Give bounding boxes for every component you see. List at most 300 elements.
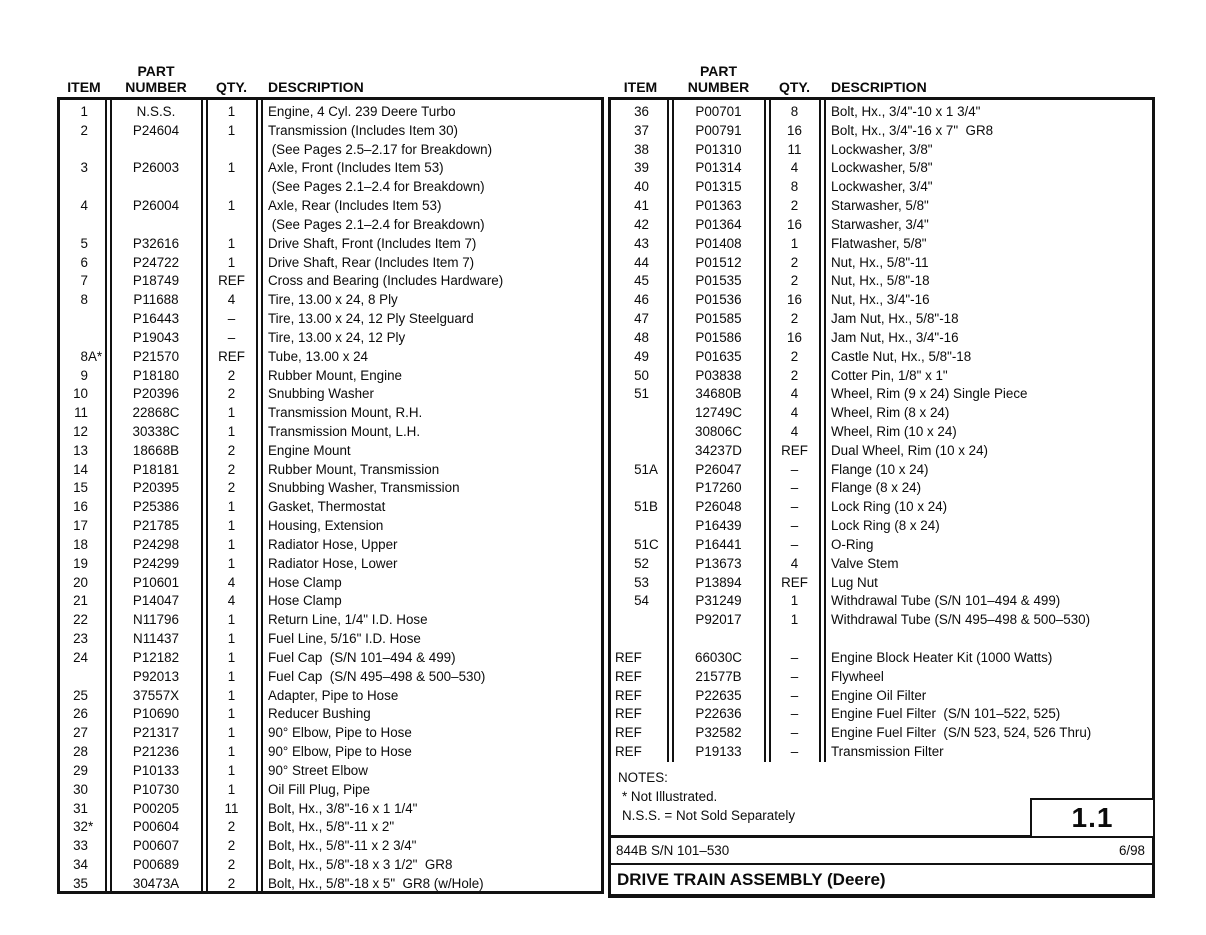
table-row (60, 648, 601, 667)
qty-cell: 4 (790, 555, 799, 571)
description-cell: Starwasher, 3/4" (831, 216, 929, 232)
part-number-cell: P26003 (132, 160, 180, 176)
item-number: 16 (73, 499, 88, 515)
item-cell (60, 556, 108, 571)
item-cell (60, 273, 108, 288)
table-row (60, 290, 601, 309)
qty-cell: 16 (787, 216, 802, 232)
qty-cell: 8 (790, 179, 799, 195)
description-cell: Nut, Hx., 3/4"-16 (831, 292, 930, 308)
description-cell: Engine Mount (268, 442, 351, 458)
table-row (60, 629, 601, 648)
part-number-cell: P17260 (695, 480, 742, 496)
part-number-cell: P32582 (695, 725, 742, 741)
description-cell: Axle, Rear (Includes Item 53) (268, 198, 442, 214)
description-cell: Lock Ring (10 x 24) (831, 499, 948, 515)
table-row (60, 592, 601, 611)
item-number: 40 (634, 179, 649, 195)
table-row (611, 441, 1152, 460)
item-cell (60, 349, 108, 364)
part-number-cell: P21317 (132, 725, 180, 741)
table-row (611, 121, 1152, 140)
description-cell: Withdrawal Tube (S/N 101–494 & 499) (831, 593, 1061, 609)
qty-cell: – (790, 668, 799, 684)
item-cell (611, 160, 670, 175)
item-number: 51 (634, 386, 649, 402)
table-row (60, 366, 601, 385)
description-cell: (See Pages 2.5–2.17 for Breakdown) (268, 141, 493, 157)
part-number-cell: P25386 (132, 499, 180, 515)
part-number-cell: 21577B (695, 668, 742, 684)
table-row (60, 723, 601, 742)
item-number: 51 (634, 536, 649, 552)
table-row (60, 196, 601, 215)
description-cell: Tube, 13.00 x 24 (268, 348, 369, 364)
table-row (611, 667, 1152, 686)
description-cell: Withdrawal Tube (S/N 495–498 & 500–530) (831, 612, 1091, 628)
table-row (611, 535, 1152, 554)
part-number-cell: 18668B (132, 442, 180, 458)
part-number-cell: P24604 (132, 122, 180, 138)
part-number-cell: P26004 (132, 198, 180, 214)
item-number: 42 (634, 216, 649, 232)
left-table-rows (60, 102, 601, 893)
qty-cell: – (790, 480, 799, 496)
description-cell: Bolt, Hx., 3/4"-16 x 7" GR8 (831, 122, 994, 138)
qty-cell: 1 (227, 649, 236, 665)
qty-cell: REF (218, 273, 245, 289)
item-cell (60, 537, 108, 552)
item-number: 2 (80, 122, 88, 138)
description-cell: (See Pages 2.1–2.4 for Breakdown) (268, 216, 485, 232)
item-cell (60, 838, 108, 853)
qty-cell: 1 (227, 518, 236, 534)
item-number: 15 (73, 480, 88, 496)
qty-cell: 4 (227, 292, 236, 308)
part-number-cell: P19133 (695, 744, 742, 760)
item-cell (611, 386, 670, 401)
table-row (611, 384, 1152, 403)
part-number-cell: P01586 (695, 329, 742, 345)
item-cell (611, 142, 670, 157)
description-cell: Jam Nut, Hx., 5/8"-18 (831, 311, 959, 327)
qty-cell: 1 (227, 631, 236, 647)
qty-cell: 2 (227, 480, 236, 496)
description-cell: Castle Nut, Hx., 5/8"-18 (831, 348, 972, 364)
item-suffix: * (88, 819, 94, 835)
item-number: 43 (634, 235, 649, 251)
qty-cell: 4 (790, 405, 799, 421)
note-nss: N.S.S. = Not Sold Separately (622, 808, 796, 823)
item-number: 23 (73, 631, 88, 647)
table-row (60, 780, 601, 799)
table-row (60, 140, 601, 159)
part-number-cell: P01310 (695, 141, 742, 157)
qty-cell: – (227, 311, 236, 327)
item-column-header: ITEM (623, 79, 658, 95)
item-number: 31 (73, 800, 88, 816)
table-row (60, 855, 601, 874)
table-row (611, 102, 1152, 121)
qty-cell: 4 (227, 574, 236, 590)
description-cell: Transmission Mount, R.H. (268, 405, 423, 421)
part-number-cell: P32616 (132, 235, 180, 251)
part-number-cell: P16439 (695, 518, 742, 534)
description-cell: 90° Elbow, Pipe to Hose (268, 744, 412, 760)
item-cell (60, 876, 108, 891)
qty-cell: 16 (787, 292, 802, 308)
item-cell (60, 443, 108, 458)
notes-block (618, 768, 795, 825)
table-row (611, 196, 1152, 215)
table-row (60, 309, 601, 328)
item-cell (611, 349, 670, 364)
description-cell: Nut, Hx., 5/8"-11 (831, 254, 929, 270)
left-parts-table (57, 97, 604, 894)
item-number: 50 (634, 367, 649, 383)
item-cell (60, 706, 108, 721)
part-number-cell: P10730 (132, 781, 180, 797)
item-cell (60, 480, 108, 495)
left-table-header (57, 58, 604, 95)
qty-cell: – (790, 499, 799, 515)
qty-cell: 1 (227, 668, 236, 684)
qty-cell: 4 (790, 160, 799, 176)
item-cell (611, 104, 670, 119)
item-number: 19 (73, 555, 88, 571)
item-number: 1 (80, 103, 88, 119)
part-number-column-header: PART NUMBER (687, 63, 750, 95)
part-number-cell: P00205 (132, 800, 180, 816)
part-number-cell: P24299 (132, 555, 180, 571)
table-row (60, 705, 601, 724)
part-number-cell: P18181 (132, 461, 180, 477)
item-cell (611, 217, 670, 232)
item-number: 4 (80, 198, 88, 214)
part-number-cell: 34237D (695, 442, 742, 458)
part-number-cell: P21570 (132, 348, 180, 364)
item-number: 9 (80, 367, 88, 383)
part-number-cell: P01535 (695, 273, 742, 289)
description-cell: Fuel Cap (S/N 101–494 & 499) (268, 649, 456, 665)
item-cell (60, 292, 108, 307)
table-row (611, 497, 1152, 516)
item-number: 21 (73, 593, 88, 609)
qty-cell: 1 (227, 555, 236, 571)
qty-cell: 1 (790, 593, 799, 609)
description-cell: Reducer Bushing (268, 706, 371, 722)
item-number: 47 (634, 311, 649, 327)
part-number-cell: 34680B (695, 386, 742, 402)
item-cell (60, 801, 108, 816)
item-cell (611, 556, 670, 571)
item-cell (611, 688, 670, 703)
description-cell: Tire, 13.00 x 24, 12 Ply Steelguard (268, 311, 474, 327)
qty-cell: 1 (227, 198, 236, 214)
item-cell (611, 123, 670, 138)
qty-cell: REF (781, 442, 808, 458)
item-number: 38 (634, 141, 649, 157)
qty-cell: 2 (790, 311, 799, 327)
qty-cell: 4 (790, 423, 799, 439)
item-column-header: ITEM (67, 79, 101, 95)
description-cell: O-Ring (831, 536, 874, 552)
table-row (611, 629, 1152, 648)
description-cell: Return Line, 1/4" I.D. Hose (268, 612, 428, 628)
description-cell: Rubber Mount, Transmission (268, 461, 440, 477)
description-cell: Wheel, Rim (9 x 24) Single Piece (831, 386, 1028, 402)
qty-cell: 1 (227, 706, 236, 722)
item-cell (60, 650, 108, 665)
qty-cell: 1 (227, 781, 236, 797)
table-row (60, 121, 601, 140)
item-cell (60, 386, 108, 401)
table-row (60, 384, 601, 403)
qty-column-header: QTY. (215, 79, 248, 95)
table-row (611, 573, 1152, 592)
item-cell (60, 593, 108, 608)
table-row (60, 554, 601, 573)
part-number-cell: P01314 (695, 160, 742, 176)
serial-range: 844B S/N 101–530 (616, 843, 730, 858)
qty-cell: 2 (790, 273, 799, 289)
table-row (60, 347, 601, 366)
qty-cell: 2 (227, 819, 236, 835)
item-number: 22 (73, 612, 88, 628)
table-row (60, 761, 601, 780)
description-cell: Engine, 4 Cyl. 239 Deere Turbo (268, 103, 456, 119)
item-number: 17 (73, 518, 88, 534)
table-row (611, 158, 1152, 177)
item-cell (60, 368, 108, 383)
item-number: 53 (634, 574, 649, 590)
table-row (60, 610, 601, 629)
item-cell (60, 198, 108, 213)
part-number-cell: P00689 (132, 857, 180, 873)
table-row (611, 705, 1152, 724)
description-cell: Drive Shaft, Front (Includes Item 7) (268, 235, 477, 251)
table-row (60, 460, 601, 479)
description-column-header: DESCRIPTION (268, 79, 364, 95)
part-number-cell: P18180 (132, 367, 180, 383)
description-cell: Flywheel (831, 668, 884, 684)
qty-cell: 2 (227, 461, 236, 477)
table-row (611, 177, 1152, 196)
qty-cell: – (790, 687, 799, 703)
part-number-cell: P26048 (695, 499, 742, 515)
item-cell (60, 123, 108, 138)
item-number: 54 (634, 593, 649, 609)
table-row (611, 271, 1152, 290)
item-number: 24 (73, 649, 88, 665)
table-row (60, 422, 601, 441)
item-cell (611, 179, 670, 194)
qty-cell: – (790, 461, 799, 477)
table-row (60, 817, 601, 836)
item-cell (60, 462, 108, 477)
item-number: 46 (634, 292, 649, 308)
qty-cell: – (790, 536, 799, 552)
description-cell: Lockwasher, 3/8" (831, 141, 933, 157)
qty-cell: – (790, 725, 799, 741)
item-number: 6 (80, 254, 88, 270)
table-row (611, 253, 1152, 272)
item-number: 37 (634, 122, 649, 138)
table-row (611, 290, 1152, 309)
item-cell (611, 236, 670, 251)
part-number-cell: P20395 (132, 480, 180, 496)
item-number: 49 (634, 348, 649, 364)
table-row (60, 535, 601, 554)
description-cell: Tire, 13.00 x 24, 8 Ply (268, 292, 398, 308)
description-cell: Fuel Cap (S/N 495–498 & 500–530) (268, 668, 486, 684)
table-row (60, 234, 601, 253)
footer-serial-band (608, 838, 1155, 865)
item-ref: REF (615, 687, 642, 703)
item-cell (60, 725, 108, 740)
description-cell: Bolt, Hx., 5/8"-18 x 5" GR8 (w/Hole) (268, 875, 484, 891)
qty-cell: 1 (227, 405, 236, 421)
item-cell (60, 160, 108, 175)
description-cell: Hose Clamp (268, 574, 342, 590)
item-cell (60, 857, 108, 872)
description-cell: 90° Street Elbow (268, 762, 368, 778)
description-cell: Cotter Pin, 1/8" x 1" (831, 367, 948, 383)
item-ref: REF (615, 725, 642, 741)
item-number: 29 (73, 762, 88, 778)
item-cell (611, 650, 670, 665)
table-row (60, 686, 601, 705)
right-parts-table (608, 97, 1155, 838)
item-cell (611, 537, 670, 552)
item-cell (611, 744, 670, 759)
qty-cell: 2 (227, 442, 236, 458)
description-cell: Bolt, Hx., 5/8"-11 x 2 3/4" (268, 838, 417, 854)
item-cell (60, 744, 108, 759)
qty-cell: 2 (790, 348, 799, 364)
part-number-cell: P01363 (695, 198, 742, 214)
table-row (60, 215, 601, 234)
item-cell (60, 763, 108, 778)
qty-cell: 8 (790, 103, 799, 119)
revision-date: 6/98 (1118, 843, 1145, 858)
table-row (611, 723, 1152, 742)
part-number-cell: P00607 (132, 838, 180, 854)
part-number-cell: P10690 (132, 706, 180, 722)
item-number: 51 (634, 499, 649, 515)
description-cell: Engine Oil Filter (831, 687, 927, 703)
item-suffix: A* (88, 348, 103, 364)
description-cell: Wheel, Rim (10 x 24) (831, 423, 957, 439)
part-number-cell: P31249 (695, 593, 742, 609)
part-number-cell: P00791 (695, 122, 742, 138)
part-number-cell: 30806C (695, 423, 742, 439)
item-cell (611, 368, 670, 383)
part-number-cell: 66030C (695, 649, 742, 665)
table-row (611, 554, 1152, 573)
qty-cell: – (790, 649, 799, 665)
part-number-cell: P12182 (132, 649, 180, 665)
table-row (611, 140, 1152, 159)
page-number: 1.1 (1071, 802, 1114, 833)
part-number-cell: P18749 (132, 273, 180, 289)
qty-cell: 2 (790, 254, 799, 270)
item-ref: REF (615, 706, 642, 722)
table-row (60, 403, 601, 422)
item-number: 25 (73, 687, 88, 703)
description-cell: Flange (8 x 24) (831, 480, 922, 496)
part-number-cell: P24722 (132, 254, 180, 270)
qty-cell: 1 (227, 536, 236, 552)
description-cell: Rubber Mount, Engine (268, 367, 402, 383)
qty-cell: 1 (227, 122, 236, 138)
qty-cell: – (790, 706, 799, 722)
qty-cell: 16 (787, 329, 802, 345)
table-row (611, 648, 1152, 667)
part-number-cell: P10601 (132, 574, 180, 590)
item-cell (611, 273, 670, 288)
item-number: 8 (80, 348, 88, 364)
description-column-header: DESCRIPTION (831, 79, 927, 95)
description-cell: Lug Nut (831, 574, 878, 590)
description-cell: Wheel, Rim (8 x 24) (831, 405, 950, 421)
item-ref: REF (615, 649, 642, 665)
part-number-cell: P11688 (133, 292, 179, 308)
item-cell (60, 405, 108, 420)
item-number: 28 (73, 744, 88, 760)
qty-cell: 1 (227, 744, 236, 760)
part-number-cell: P22635 (695, 687, 742, 703)
qty-column-header: QTY. (778, 79, 811, 95)
qty-cell: 1 (227, 612, 236, 628)
item-number: 48 (634, 329, 649, 345)
part-number-cell: P21785 (132, 518, 180, 534)
footer-title-band (608, 865, 1155, 898)
part-number-cell: N11796 (133, 612, 179, 628)
description-cell: Valve Stem (831, 555, 899, 571)
item-cell (611, 499, 670, 514)
part-number-cell: P19043 (132, 329, 180, 345)
item-number: 41 (634, 198, 649, 214)
qty-cell: REF (218, 348, 245, 364)
item-cell (611, 669, 670, 684)
part-number-cell: P03838 (695, 367, 742, 383)
description-cell: Bolt, Hx., 5/8"-18 x 3 1/2" GR8 (268, 857, 453, 873)
table-row (60, 667, 601, 686)
item-number: 12 (73, 423, 88, 439)
table-row (611, 347, 1152, 366)
description-cell: Radiator Hose, Upper (268, 536, 398, 552)
description-cell: Bolt, Hx., 3/4"-10 x 1 3/4" (831, 103, 981, 119)
qty-cell: 2 (790, 198, 799, 214)
item-number: 39 (634, 160, 649, 176)
part-number-cell: P01364 (695, 216, 742, 232)
item-cell (60, 782, 108, 797)
qty-cell: 1 (227, 762, 236, 778)
part-number-cell: 37557X (132, 687, 180, 703)
item-cell (60, 236, 108, 251)
item-cell (60, 424, 108, 439)
qty-cell: 1 (227, 235, 236, 251)
item-cell (60, 688, 108, 703)
qty-cell: 1 (227, 687, 236, 703)
description-cell: Axle, Front (Includes Item 53) (268, 160, 444, 176)
part-number-cell: P00701 (695, 103, 742, 119)
description-cell: Flatwasher, 5/8" (831, 235, 927, 251)
right-table-header (608, 58, 1155, 95)
item-cell (611, 575, 670, 590)
part-number-cell: P01512 (695, 254, 742, 270)
